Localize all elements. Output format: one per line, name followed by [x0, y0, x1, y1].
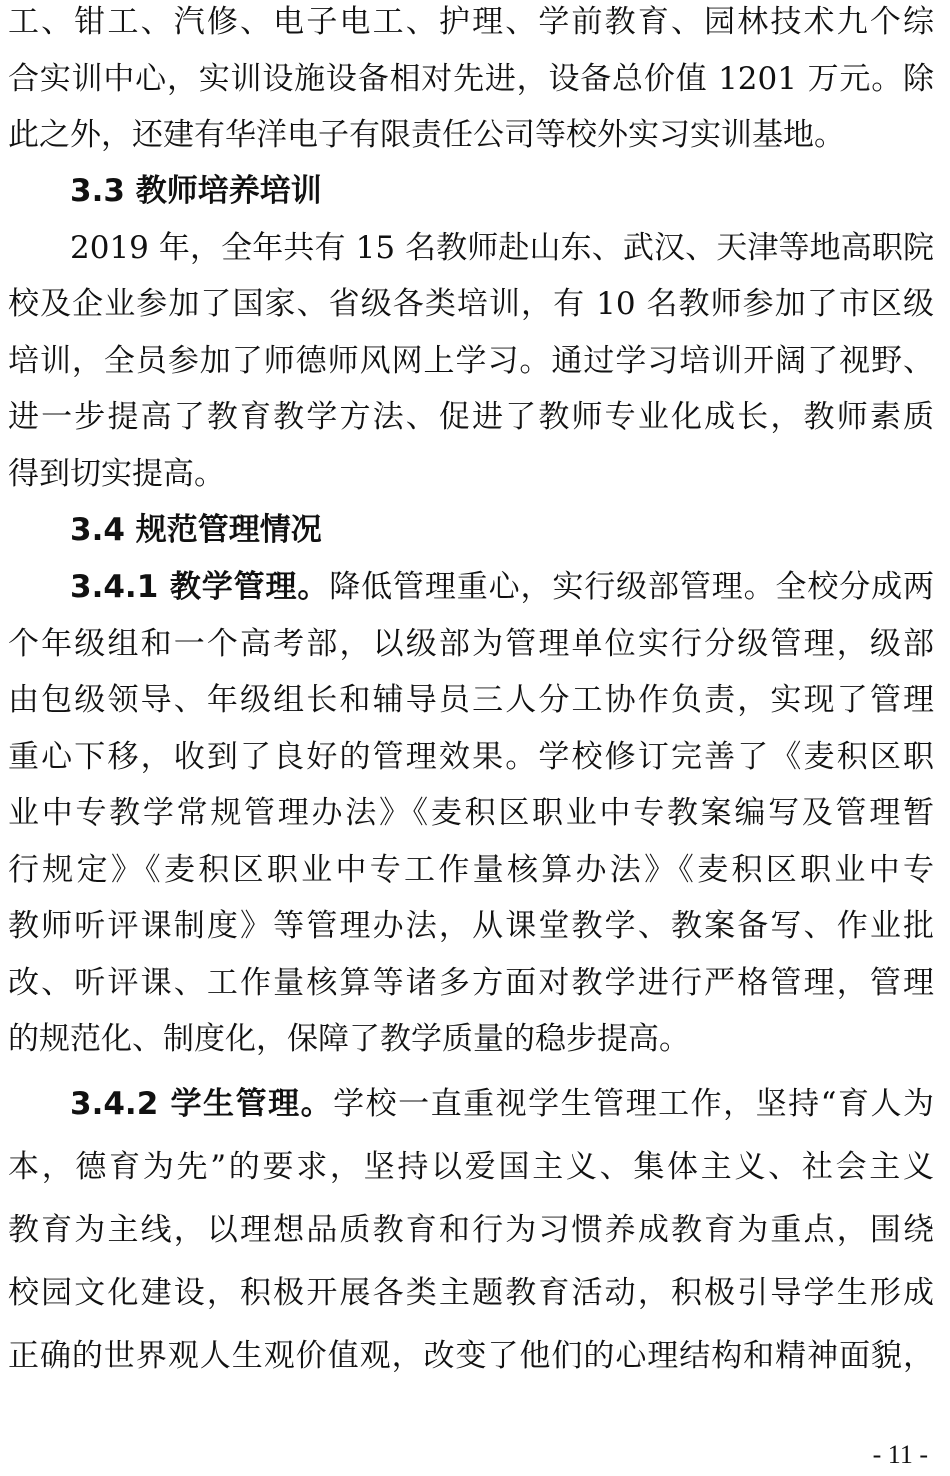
subsection-3-4-1-line-3: 由包级领导、年级组长和辅导员三人分工协作负责，实现了管理	[8, 682, 934, 718]
subsection-3-4-2-first-text: 学校一直重视学生管理工作，坚持“育人为	[333, 1086, 934, 1122]
subsection-3-4-2-line-4: 校园文化建设，积极开展各类主题教育活动，积极引导学生形成	[8, 1275, 934, 1311]
section-3-3-line-1: 2019 年，全年共有 15 名教师赴山东、武汉、天津等地高职院	[70, 230, 934, 266]
section-3-3-line-2: 校及企业参加了国家、省级各类培训，有 10 名教师参加了市区级	[8, 286, 934, 322]
subsection-3-4-1-line-5: 业中专教学常规管理办法》《麦积区职业中专教案编写及管理暂	[8, 795, 934, 831]
intro-line-2: 合实训中心，实训设施设备相对先进，设备总价值 1201 万元。除	[8, 61, 934, 97]
section-heading-3-4: 3.4 规范管理情况	[70, 512, 322, 548]
section-3-3-line-3: 培训，全员参加了师德师风网上学习。通过学习培训开阔了视野、	[8, 343, 934, 379]
subsection-3-4-1-line-6: 行规定》《麦积区职业中专工作量核算办法》《麦积区职业中专	[8, 852, 934, 888]
subsection-3-4-2-line-2: 本，德育为先”的要求，坚持以爱国主义、集体主义、社会主义	[8, 1149, 934, 1185]
section-heading-3-3: 3.3 教师培养培训	[70, 173, 322, 209]
page-number: - 11 -	[872, 1440, 928, 1469]
subsection-3-4-2-first-line	[70, 1084, 934, 1124]
intro-line-3: 此之外，还建有华洋电子有限责任公司等校外实习实训基地。	[8, 117, 845, 153]
intro-line-1: 工、钳工、汽修、电子电工、护理、学前教育、园林技术九个综	[8, 4, 934, 40]
subsection-3-4-1-line-7: 教师听评课制度》等管理办法，从课堂教学、教案备写、作业批	[8, 908, 934, 944]
subsection-3-4-1-line-8: 改、听评课、工作量核算等诸多方面对教学进行严格管理，管理	[8, 965, 934, 1001]
subsection-3-4-1-line-9: 的规范化、制度化，保障了教学质量的稳步提高。	[8, 1021, 690, 1057]
section-3-3-line-5: 得到切实提高。	[8, 456, 225, 492]
subsection-3-4-1-line-4: 重心下移，收到了良好的管理效果。学校修订完善了《麦积区职	[8, 739, 934, 775]
subsection-3-4-2-line-5: 正确的世界观人生观价值观，改变了他们的心理结构和精神面貌，	[8, 1338, 934, 1374]
subsection-3-4-2-lead: 3.4.2 学生管理。	[70, 1086, 334, 1122]
section-3-3-line-4: 进一步提高了教育教学方法、促进了教师专业化成长，教师素质	[8, 399, 934, 435]
subsection-3-4-1-first-line	[70, 567, 934, 607]
subsection-3-4-1-first-text: 降低管理重心，实行级部管理。全校分成两	[329, 569, 934, 605]
subsection-3-4-1-line-2: 个年级组和一个高考部，以级部为管理单位实行分级管理，级部	[8, 626, 934, 662]
subsection-3-4-1-lead: 3.4.1 教学管理。	[70, 569, 330, 605]
subsection-3-4-2-line-3: 教育为主线，以理想品质教育和行为习惯养成教育为重点，围绕	[8, 1212, 934, 1248]
